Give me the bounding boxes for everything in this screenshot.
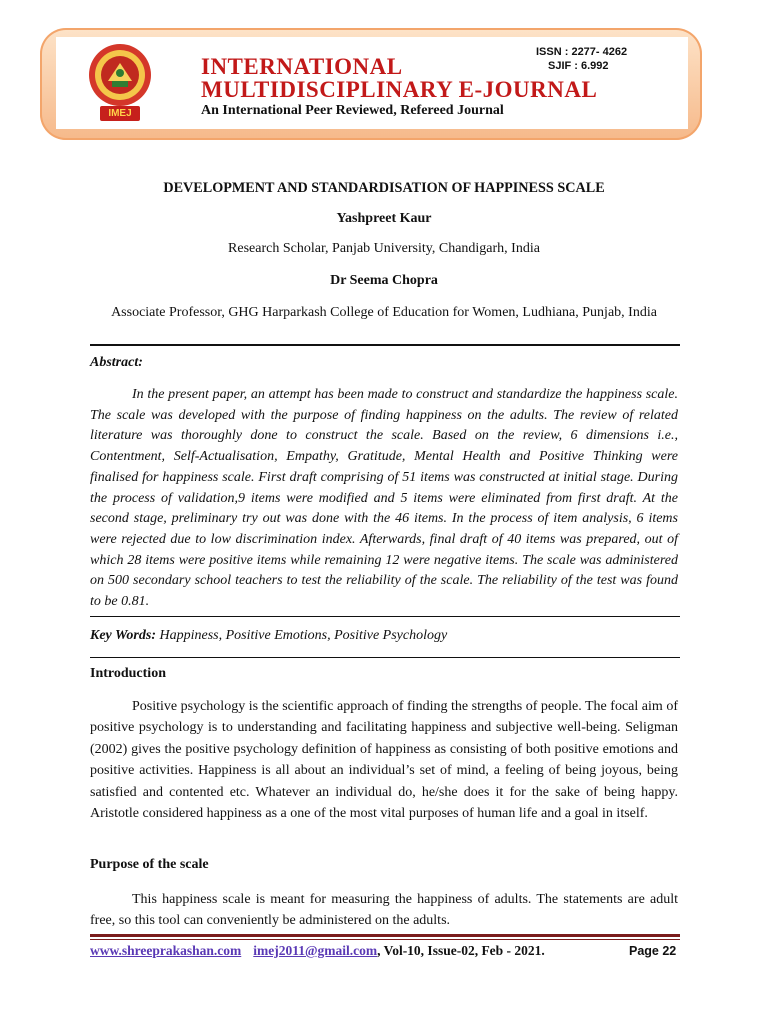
journal-subtitle: An International Peer Reviewed, Refereed Journal xyxy=(201,103,504,118)
abstract-heading: Abstract: xyxy=(90,355,143,370)
sjif-score: SJIF : 6.992 xyxy=(548,60,609,72)
purpose-heading: Purpose of the scale xyxy=(90,857,209,872)
introduction-text: Positive psychology is the scientific approach of finding the strengths of people. The focal aim of positive psychology is to understanding and facilitating happiness and subjective well-being. Seligman (2002) gives the positive psychology definition of happiness as consisting of both positive emotions and positive activities. Happiness is all about an individual’s set of mind, a feeling of being joyous, being satisfied and contented etc. Whatever an individual do, he/she does it for the sake of being happy. Aristotle considered happiness as a one of the most vital purposes of human life and a goal in itself. xyxy=(90,699,678,822)
footer-divider-thin xyxy=(90,939,680,940)
keywords-text: Happiness, Positive Emotions, Positive Psychology xyxy=(159,628,448,643)
divider xyxy=(90,657,680,658)
journal-header-inner xyxy=(56,37,688,129)
keywords-line xyxy=(90,628,678,644)
author-affiliation-1: Research Scholar, Panjab University, Chandigarh, India xyxy=(228,241,540,256)
paper-title: DEVELOPMENT AND STANDARDISATION OF HAPPINESS SCALE xyxy=(163,180,605,196)
purpose-text: This happiness scale is meant for measuring the happiness of adults. The statements are adult free, so this tool can conveniently be administered on the adults. xyxy=(90,892,678,929)
divider xyxy=(90,616,680,617)
email-link[interactable]: imej2011@gmail.com xyxy=(253,943,378,958)
journal-header-banner xyxy=(40,28,702,140)
author-name-2: Dr Seema Chopra xyxy=(330,273,438,288)
introduction-heading: Introduction xyxy=(90,666,166,681)
author-name-1: Yashpreet Kaur xyxy=(336,211,432,226)
footer-divider xyxy=(90,934,680,937)
footer-citation xyxy=(90,943,680,959)
page-number: Page 22 xyxy=(629,944,677,958)
website-link[interactable]: www.shreeprakashan.com xyxy=(90,943,242,958)
journal-title-line1: INTERNATIONAL xyxy=(201,54,403,79)
journal-seal-icon xyxy=(88,43,152,107)
divider xyxy=(90,344,680,346)
journal-title-line2: MULTIDISCIPLINARY E-JOURNAL xyxy=(201,77,598,102)
logo-label: IMEJ xyxy=(100,106,140,121)
author-affiliation-2: Associate Professor, GHG Harparkash College of Education for Women, Ludhiana, Punjab, India xyxy=(111,305,657,320)
keywords-label: Key Words: xyxy=(90,628,156,643)
abstract-text: In the present paper, an attempt has been made to construct and standardize the happiness scale. The scale was developed with the purpose of finding happiness on the adults. The review of related literature was thoroughly done to construct the scale. Based on the review, 6 dimensions i.e., Contentment, Self-Actualisation, Empathy, Gratitude, Mental Health and Positive Thinking were finalised for happiness scale. First draft comprising of 51 items was constructed at initial stage. During the process of validation,9 items were modified and 5 items were eliminated from first draft. At the second stage, preliminary try out was done with the 46 items. In the process of item analysis, 6 items were rejected due to low discrimination index. Afterwards, final draft of 40 items was prepared, out of which 28 items were positive items while remaining 12 were negative items. The scale was administered on 500 secondary school teachers to test the reliability of the scale. The reliability of the test was found to be 0.81. xyxy=(90,387,678,610)
issue-info: , Vol-10, Issue-02, Feb - 2021. xyxy=(377,943,545,958)
issn-number: ISSN : 2277- 4262 xyxy=(536,46,628,58)
